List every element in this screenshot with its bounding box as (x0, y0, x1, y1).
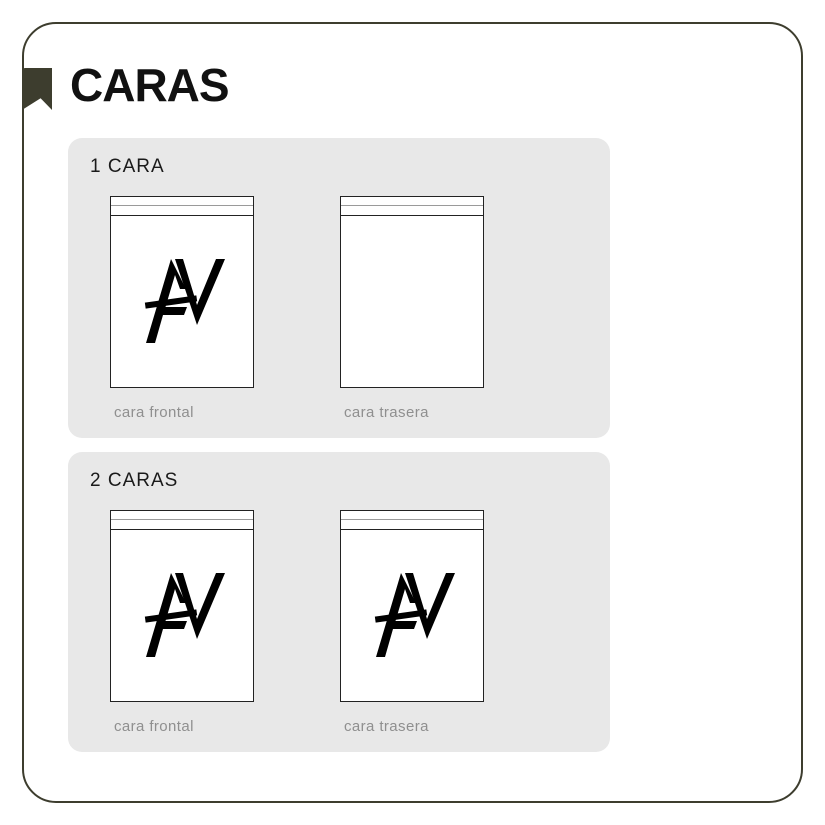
bag-back-1 (340, 196, 484, 388)
bag-front-1 (110, 196, 254, 388)
bag-zip-line (341, 215, 483, 216)
section-title: 2 CARAS (90, 470, 179, 491)
section-title: 1 CARA (90, 156, 165, 177)
section-panel-una-cara (68, 138, 610, 438)
bag-zip-top (111, 511, 253, 520)
section-panel-dos-caras (68, 452, 610, 752)
bag-caption-back: cara trasera (344, 718, 429, 735)
bag-front-2 (110, 510, 254, 702)
av-monogram-icon (111, 215, 253, 387)
bag-zip-top (341, 197, 483, 206)
av-monogram-icon (341, 529, 483, 701)
bag-zip-top (341, 511, 483, 520)
bag-caption-front: cara frontal (114, 404, 194, 421)
page-title: CARAS (70, 59, 229, 111)
bag-caption-back: cara trasera (344, 404, 429, 421)
av-monogram-icon (111, 529, 253, 701)
bag-zip-top (111, 197, 253, 206)
bag-back-2 (340, 510, 484, 702)
bag-caption-front: cara frontal (114, 718, 194, 735)
